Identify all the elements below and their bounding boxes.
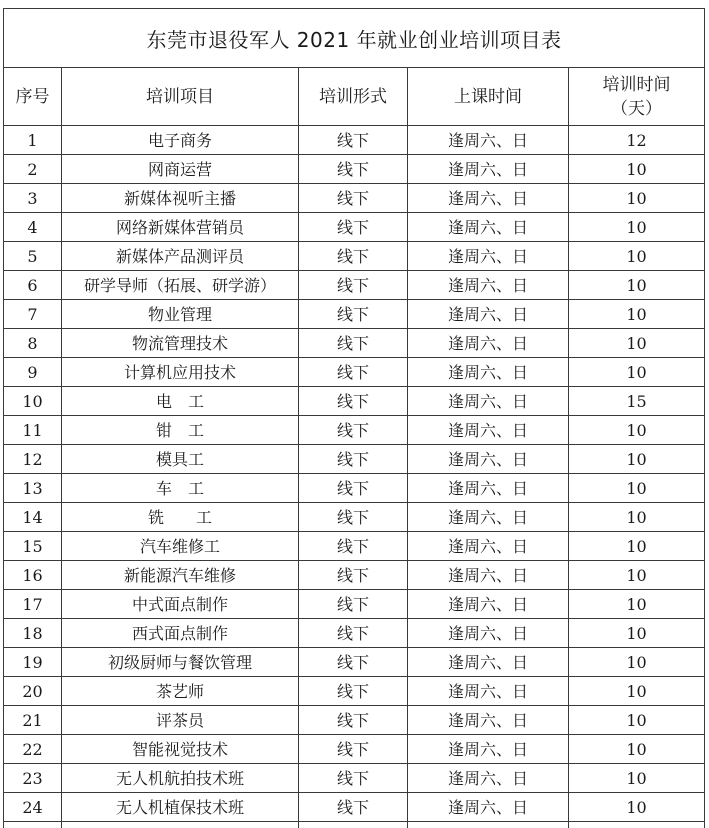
cell-form: 线下 — [299, 619, 408, 648]
cell-item: 茶艺师 — [62, 677, 299, 706]
cell-days: 10 — [569, 532, 705, 561]
table-row — [4, 358, 705, 387]
cell-no: 6 — [4, 271, 62, 300]
cell-days: 10 — [569, 300, 705, 329]
cell-time: 逢周六、日 — [408, 387, 569, 416]
cell-form: 线下 — [299, 764, 408, 793]
cell-time: 逢周六、日 — [408, 735, 569, 764]
cell-time: 逢周六、日 — [408, 706, 569, 735]
cell-time: 逢周六、日 — [408, 532, 569, 561]
table-row — [4, 561, 705, 590]
table-row — [4, 706, 705, 735]
table-row — [4, 735, 705, 764]
cropped-cell — [299, 822, 408, 828]
header-item: 培训项目 — [62, 68, 299, 126]
cell-time: 逢周六、日 — [408, 329, 569, 358]
cell-form: 线下 — [299, 416, 408, 445]
cell-no: 4 — [4, 213, 62, 242]
cell-time: 逢周六、日 — [408, 590, 569, 619]
cell-no: 22 — [4, 735, 62, 764]
table-row — [4, 271, 705, 300]
cell-item: 计算机应用技术 — [62, 358, 299, 387]
cell-time: 逢周六、日 — [408, 648, 569, 677]
cell-days: 10 — [569, 329, 705, 358]
cell-no: 11 — [4, 416, 62, 445]
cell-time: 逢周六、日 — [408, 445, 569, 474]
cell-days: 10 — [569, 590, 705, 619]
cell-time: 逢周六、日 — [408, 271, 569, 300]
cell-time: 逢周六、日 — [408, 155, 569, 184]
cell-days: 10 — [569, 242, 705, 271]
cell-item: 网络新媒体营销员 — [62, 213, 299, 242]
cropped-cell — [4, 822, 62, 828]
cell-time: 逢周六、日 — [408, 358, 569, 387]
cell-time: 逢周六、日 — [408, 561, 569, 590]
header-days-line2: （天） — [569, 97, 704, 121]
cell-no: 1 — [4, 126, 62, 155]
table-row — [4, 619, 705, 648]
header-form: 培训形式 — [299, 68, 408, 126]
table-row — [4, 677, 705, 706]
cell-item: 新媒体产品测评员 — [62, 242, 299, 271]
cell-form: 线下 — [299, 387, 408, 416]
cell-form: 线下 — [299, 648, 408, 677]
cell-item: 物流管理技术 — [62, 329, 299, 358]
cell-form: 线下 — [299, 300, 408, 329]
cell-no: 13 — [4, 474, 62, 503]
title-row — [4, 9, 705, 68]
cell-form: 线下 — [299, 561, 408, 590]
cell-item: 无人机航拍技术班 — [62, 764, 299, 793]
cell-form: 线下 — [299, 735, 408, 764]
cell-days: 12 — [569, 126, 705, 155]
cell-item: 车 工 — [62, 474, 299, 503]
cell-days: 10 — [569, 619, 705, 648]
table-row — [4, 329, 705, 358]
cell-item: 网商运营 — [62, 155, 299, 184]
table-row — [4, 764, 705, 793]
cell-no: 12 — [4, 445, 62, 474]
cell-item: 初级厨师与餐饮管理 — [62, 648, 299, 677]
table-body — [4, 126, 705, 828]
cell-form: 线下 — [299, 445, 408, 474]
training-table — [3, 8, 705, 828]
cell-days: 15 — [569, 387, 705, 416]
cell-form: 线下 — [299, 677, 408, 706]
cell-item: 研学导师（拓展、研学游） — [62, 271, 299, 300]
cell-no: 3 — [4, 184, 62, 213]
cell-no: 9 — [4, 358, 62, 387]
cell-no: 21 — [4, 706, 62, 735]
cell-no: 5 — [4, 242, 62, 271]
cell-form: 线下 — [299, 126, 408, 155]
cell-no: 2 — [4, 155, 62, 184]
cell-days: 10 — [569, 677, 705, 706]
cell-time: 逢周六、日 — [408, 300, 569, 329]
cell-item: 新媒体视听主播 — [62, 184, 299, 213]
table-row — [4, 242, 705, 271]
cell-item: 无人机植保技术班 — [62, 793, 299, 822]
cell-item: 汽车维修工 — [62, 532, 299, 561]
cell-time: 逢周六、日 — [408, 793, 569, 822]
cell-days: 10 — [569, 503, 705, 532]
cell-form: 线下 — [299, 358, 408, 387]
cell-days: 10 — [569, 706, 705, 735]
table-row — [4, 503, 705, 532]
table-row — [4, 184, 705, 213]
table-row — [4, 387, 705, 416]
cell-days: 10 — [569, 155, 705, 184]
cell-form: 线下 — [299, 155, 408, 184]
table-row — [4, 126, 705, 155]
cropped-cell — [408, 822, 569, 828]
cell-item: 智能视觉技术 — [62, 735, 299, 764]
cell-item: 西式面点制作 — [62, 619, 299, 648]
cell-no: 14 — [4, 503, 62, 532]
cell-no: 16 — [4, 561, 62, 590]
header-no: 序号 — [4, 68, 62, 126]
cell-days: 10 — [569, 416, 705, 445]
cell-form: 线下 — [299, 706, 408, 735]
cell-form: 线下 — [299, 271, 408, 300]
table-row — [4, 648, 705, 677]
cell-form: 线下 — [299, 532, 408, 561]
table-title: 东莞市退役军人 2021 年就业创业培训项目表 — [4, 9, 705, 68]
cell-item: 物业管理 — [62, 300, 299, 329]
table-row — [4, 416, 705, 445]
cell-no: 8 — [4, 329, 62, 358]
cell-no: 23 — [4, 764, 62, 793]
cell-form: 线下 — [299, 329, 408, 358]
cell-days: 10 — [569, 793, 705, 822]
cell-time: 逢周六、日 — [408, 503, 569, 532]
cell-days: 10 — [569, 648, 705, 677]
cell-item: 评茶员 — [62, 706, 299, 735]
cell-days: 10 — [569, 271, 705, 300]
header-days — [569, 68, 705, 126]
table-row — [4, 300, 705, 329]
cropped-cell — [569, 822, 705, 828]
table-row — [4, 445, 705, 474]
header-row — [4, 68, 705, 126]
cell-form: 线下 — [299, 503, 408, 532]
cell-time: 逢周六、日 — [408, 126, 569, 155]
cell-no: 19 — [4, 648, 62, 677]
cropped-row-edge — [4, 822, 705, 828]
cell-form: 线下 — [299, 793, 408, 822]
cell-time: 逢周六、日 — [408, 184, 569, 213]
table-row — [4, 474, 705, 503]
cell-no: 17 — [4, 590, 62, 619]
cell-days: 10 — [569, 735, 705, 764]
cell-days: 10 — [569, 764, 705, 793]
cell-time: 逢周六、日 — [408, 416, 569, 445]
cell-item: 中式面点制作 — [62, 590, 299, 619]
cell-item: 电子商务 — [62, 126, 299, 155]
cell-days: 10 — [569, 184, 705, 213]
cell-no: 10 — [4, 387, 62, 416]
cropped-cell — [62, 822, 299, 828]
cell-item: 钳 工 — [62, 416, 299, 445]
cell-no: 20 — [4, 677, 62, 706]
cell-days: 10 — [569, 445, 705, 474]
table-row — [4, 213, 705, 242]
cell-form: 线下 — [299, 213, 408, 242]
cell-form: 线下 — [299, 184, 408, 213]
cell-item: 新能源汽车维修 — [62, 561, 299, 590]
table-row — [4, 590, 705, 619]
table-row — [4, 155, 705, 184]
cell-form: 线下 — [299, 242, 408, 271]
cell-days: 10 — [569, 358, 705, 387]
cell-no: 7 — [4, 300, 62, 329]
table-row — [4, 532, 705, 561]
cell-time: 逢周六、日 — [408, 677, 569, 706]
cell-time: 逢周六、日 — [408, 213, 569, 242]
cell-days: 10 — [569, 561, 705, 590]
cell-item: 电 工 — [62, 387, 299, 416]
cell-form: 线下 — [299, 474, 408, 503]
training-table-sheet — [3, 8, 704, 828]
cell-days: 10 — [569, 213, 705, 242]
cell-form: 线下 — [299, 590, 408, 619]
header-days-line1: 培训时间 — [603, 75, 671, 95]
cell-no: 18 — [4, 619, 62, 648]
cell-time: 逢周六、日 — [408, 619, 569, 648]
cell-item: 铣 工 — [62, 503, 299, 532]
cell-time: 逢周六、日 — [408, 242, 569, 271]
cell-time: 逢周六、日 — [408, 764, 569, 793]
header-time: 上课时间 — [408, 68, 569, 126]
cell-time: 逢周六、日 — [408, 474, 569, 503]
cell-item: 模具工 — [62, 445, 299, 474]
cell-no: 15 — [4, 532, 62, 561]
cell-days: 10 — [569, 474, 705, 503]
table-row — [4, 793, 705, 822]
cell-no: 24 — [4, 793, 62, 822]
